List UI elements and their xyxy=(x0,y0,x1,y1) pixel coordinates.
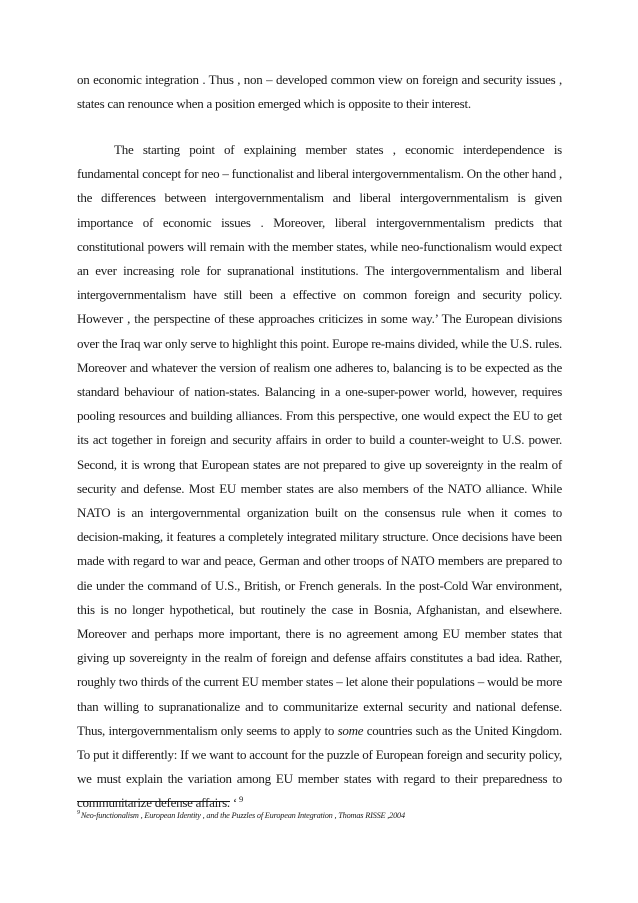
paragraph-2-continuation: countries such as the United Kingdom. To put it differently: If we want to account for the puzzle of European foreign and security policy, we must explain the variation among EU member states with regard to their preparedness to communitarize defense affairs. ‘ xyxy=(77,722,563,811)
footnote-marker: 9 xyxy=(77,810,80,817)
footnote-reference[interactable]: 9 xyxy=(238,794,243,805)
paragraph-2 xyxy=(77,138,562,816)
footnote-divider xyxy=(77,801,230,802)
emphasis-word: some xyxy=(337,722,364,738)
paragraph-1: on economic integration . Thus , non – developed common view on foreign and security issues , states can renounce when a position emerged which is opposite to their interest. xyxy=(77,72,562,112)
paragraph-2-text: The starting point of explaining member states , economic interdependence is fundamental concept for neo – functionalist and liberal intergovernmentalism. On the other hand , the differences between intergovernmentalism and liberal intergovernmentalism is given importance of economic issues . Moreover, liberal intergovernmentalism predicts that constitutional powers will remain with the member states, while neo-functionalism would expect an ever increasing role for supranational institutions. The intergovernmentalism and liberal intergovernmentalism have still been a effective on common foreign and security policy. However , the perspectine of these approaches criticizes in some way.’ The European divisions over the Iraq war only serve to highlight this point. Europe re-mains divided, while the U.S. rules. Moreover and whatever the version of realism one adheres to, balancing is to be expected as the standard behaviour of nation-states. Balancing in a one-super-power world, however, requires pooling resources and building alliances. From this perspective, one would expect the EU to get its act together in foreign and security affairs in order to build a counter-weight to U.S. power. Second, it is wrong that European states are not prepared to give up sovereignty in the realm of security and defense. Most EU member states are also members of the NATO alliance. While NATO is an intergovernmental organization built on the consensus rule when it comes to decision-making, it features a completely integrated military structure. Once decisions have been made with regard to war and peace, German and other troops of NATO members are prepared to die under the command of U.S., British, or French generals. In the post-Cold War environment, this is no longer hypothetical, but routinely the case in Bosnia, Afghanistan, and elsewhere. Moreover and perhaps more important, there is no agreement among EU member states that giving up sovereignty in the realm of foreign and defense affairs constitutes a bad idea. Rather, roughly two thirds of the current EU member states – let alone their populations – would be more than willing to supranationalize and to communitarize external security and national defense. Thus, intergovernmentalism only seems to apply to xyxy=(77,142,562,738)
footnote xyxy=(77,811,562,820)
footnote-text: Neo-functionalism , European Identity , and the Puzzles of European Integration , Thomas RISSE ,2004 xyxy=(80,811,405,820)
